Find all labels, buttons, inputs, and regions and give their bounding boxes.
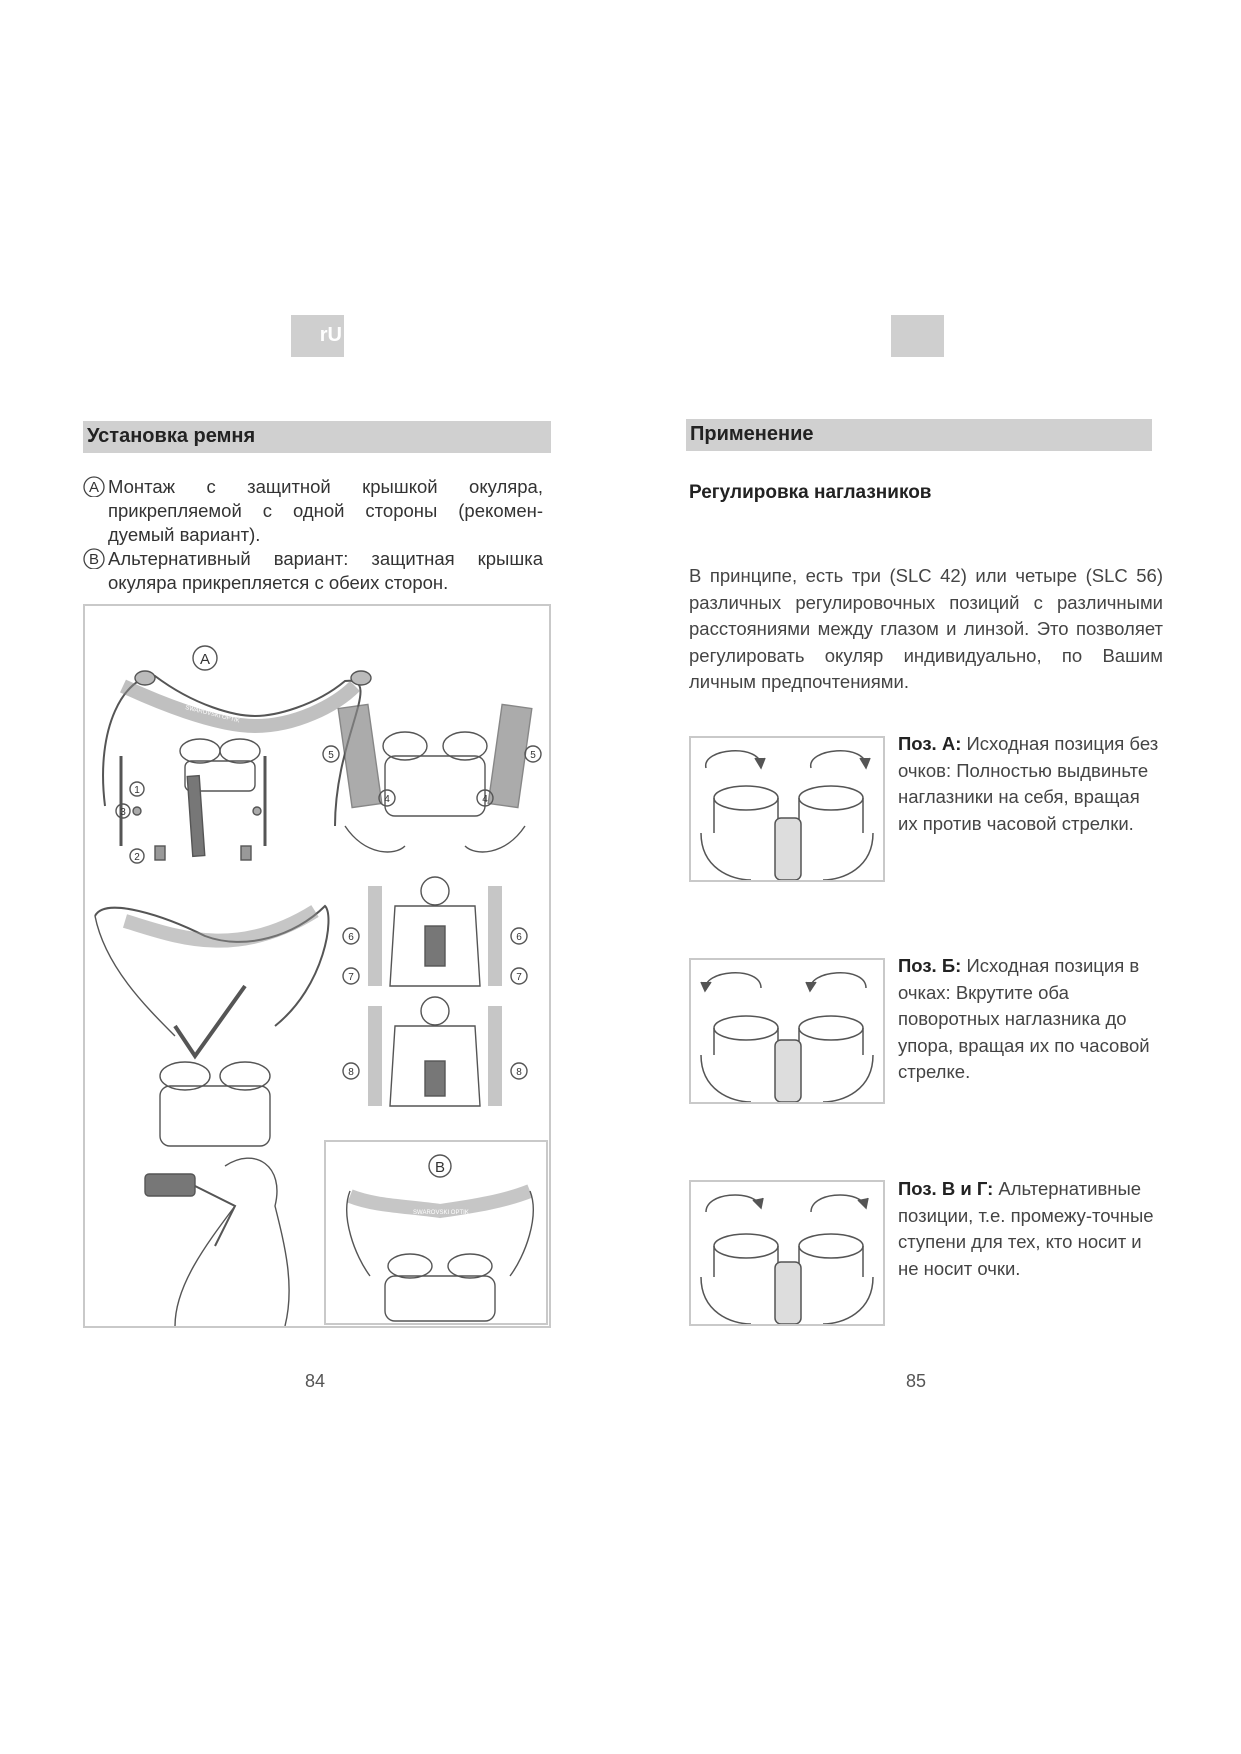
- strap-panel-step-4-5: [323, 704, 541, 852]
- svg-text:8: 8: [348, 1067, 354, 1078]
- svg-text:4: 4: [384, 794, 390, 805]
- eyecup-position-c-d-text: [898, 1176, 1162, 1282]
- position-c-d-label: Поз. В и Г:: [898, 1178, 994, 1199]
- eyecup-position-a-text: [898, 731, 1162, 837]
- instruction-item-a: [83, 475, 543, 547]
- language-tab-label: rU: [319, 324, 342, 346]
- svg-text:4: 4: [482, 794, 488, 805]
- svg-text:6: 6: [516, 932, 522, 943]
- instruction-text-a: Монтаж с защитной крышкой окуляра, прикрепляемой с одной стороны (рекомен-дуемый вариант).: [108, 476, 543, 545]
- page-number-right: 85: [906, 1371, 927, 1391]
- strap-panel-b: [325, 1141, 547, 1324]
- eyecup-position-c-d-illustration: [691, 1182, 883, 1324]
- language-tab-right: [891, 315, 944, 357]
- strap-installation-figure: [83, 604, 551, 1328]
- svg-text:A: A: [88, 479, 100, 496]
- person-with-binoculars: [145, 1158, 289, 1326]
- instruction-text-b: Альтернативный вариант: защитная крышка окуляра прикрепляется с обеих сторон.: [108, 548, 543, 593]
- section-title-strap: Установка ремня: [87, 425, 256, 447]
- svg-text:5: 5: [328, 750, 334, 761]
- position-c-d-description: Альтернативные позиции, т.е. промежу-точные ступени для тех, кто носит и не носит очки.: [898, 1178, 1154, 1279]
- eyecup-position-a-illustration: [691, 738, 883, 880]
- svg-text:2: 2: [134, 852, 140, 863]
- harness-panel-step-6-8: [343, 877, 527, 1106]
- svg-text:8: 8: [516, 1067, 522, 1078]
- position-a-description: Исходная позиция без очков: Полностью выдвиньте наглазники на себя, вращая их против часовой стрелки.: [898, 733, 1159, 834]
- svg-text:3: 3: [120, 807, 126, 818]
- svg-text:SWAROVSKI OPTIK: SWAROVSKI OPTIK: [184, 705, 241, 725]
- eyecup-position-c-d-figure: [689, 1180, 885, 1326]
- position-a-label: Поз. А:: [898, 733, 962, 754]
- instruction-item-b: [83, 547, 543, 595]
- strap-instructions: [83, 475, 543, 595]
- svg-text:A: A: [199, 651, 211, 668]
- circled-letter-a-icon: [83, 475, 108, 497]
- page-number-left: 84: [305, 1371, 326, 1391]
- position-b-label: Поз. Б:: [898, 955, 962, 976]
- section-title-application: Применение: [690, 423, 814, 445]
- svg-text:6: 6: [348, 932, 354, 943]
- eyecup-position-b-figure: [689, 958, 885, 1104]
- svg-text:B: B: [434, 1159, 446, 1176]
- eyecup-adjustment-heading: Регулировка наглазников: [689, 482, 932, 503]
- svg-text:7: 7: [516, 972, 522, 983]
- eyecup-position-a-figure: [689, 736, 885, 882]
- svg-text:7: 7: [348, 972, 354, 983]
- strap-panel-checkmark: [95, 906, 328, 1146]
- section-title-bar-right: [686, 419, 1152, 451]
- language-tab-left: [291, 315, 344, 357]
- position-b-description: Исходная позиция в очках: Вкрутите оба поворотных наглазника до упора, вращая их по часовой стрелке.: [898, 955, 1150, 1082]
- svg-text:1: 1: [134, 785, 140, 796]
- strap-installation-illustration: [85, 606, 549, 1326]
- eyecup-position-b-illustration: [691, 960, 883, 1102]
- eyecup-position-b-text: [898, 953, 1162, 1086]
- svg-text:5: 5: [530, 750, 536, 761]
- circled-letter-b-icon: [83, 547, 108, 569]
- eyecup-intro-paragraph: В принципе, есть три (SLC 42) или четыре (SLC 56) различных регулировочных позиций с различными расстояниями между глазом и линзой. Это позволяет регулировать окуляр индивидуально, по Вашим личным предпочтениями.: [689, 565, 1163, 692]
- section-title-bar-left: [83, 421, 551, 453]
- svg-text:SWAROVSKI OPTIK: SWAROVSKI OPTIK: [413, 1210, 469, 1216]
- svg-text:B: B: [88, 551, 100, 568]
